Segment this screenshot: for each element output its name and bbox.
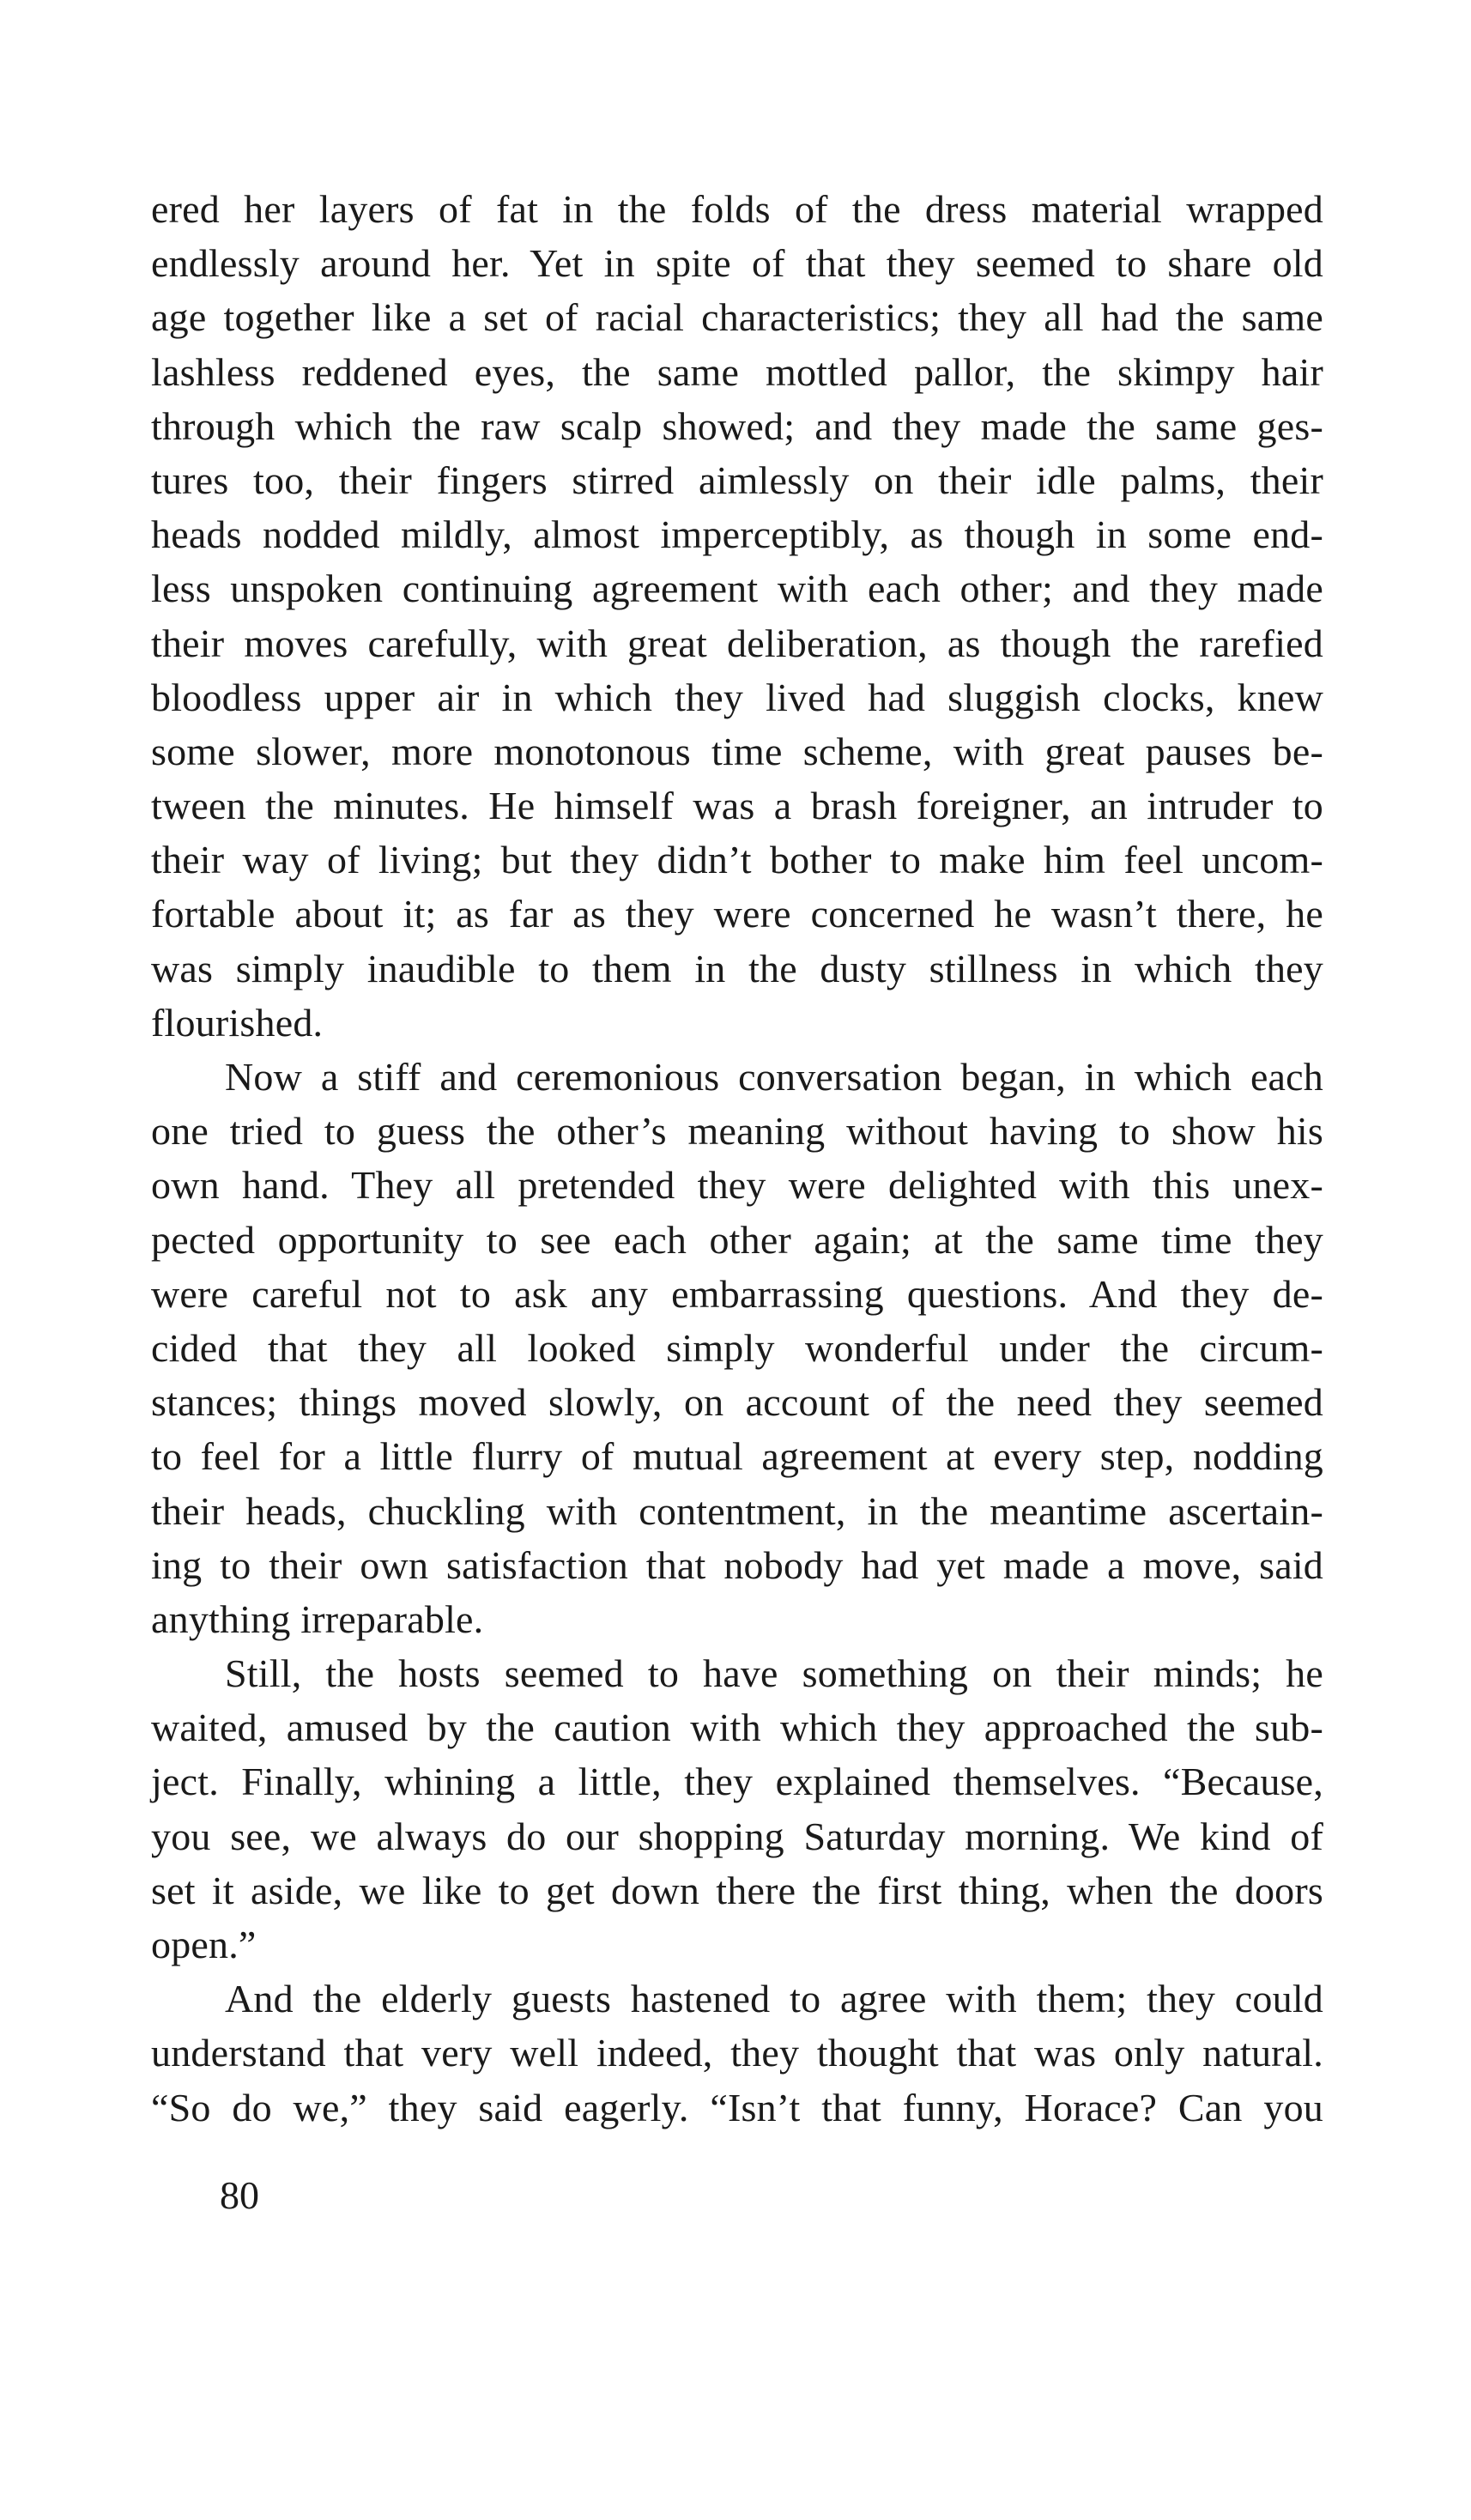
text-line: their way of living; but they didn’t bother to make him feel uncom- bbox=[151, 838, 1323, 882]
text-line: heads nodded mildly, almost imperceptibly, as though in some end- bbox=[151, 512, 1323, 557]
text-line: to feel for a little flurry of mutual agreement at every step, nodding bbox=[151, 1434, 1323, 1479]
text-line: age together like a set of racial characteristics; they all had the same bbox=[151, 295, 1323, 340]
text-line: anything irreparable. bbox=[151, 1596, 484, 1641]
text-line: their heads, chuckling with contentment, in the meantime ascertain- bbox=[151, 1488, 1323, 1533]
text-line: bloodless upper air in which they lived had sluggish clocks, knew bbox=[151, 675, 1323, 719]
paragraph-first-line: And the elderly guests hastened to agree with them; they could bbox=[225, 1977, 1323, 2021]
text-line: were careful not to ask any embarrassing questions. And they de- bbox=[151, 1271, 1323, 1316]
text-line: some slower, more monotonous time scheme, with great pauses be- bbox=[151, 729, 1323, 773]
text-line: one tried to guess the other’s meaning without having to show his bbox=[151, 1109, 1323, 1154]
text-line: ject. Finally, whining a little, they explained themselves. “Because, bbox=[151, 1760, 1323, 1804]
text-line: ered her layers of fat in the folds of the dress material wrapped bbox=[151, 187, 1323, 231]
text-line: flourished. bbox=[151, 1000, 324, 1045]
text-line: tween the minutes. He himself was a brash foreigner, an intruder to bbox=[151, 784, 1323, 828]
text-line: fortable about it; as far as they were concerned he wasn’t there, he bbox=[151, 892, 1323, 936]
text-line: understand that very well indeed, they thought that was only natural. bbox=[151, 2031, 1323, 2075]
text-line: waited, amused by the caution with which they approached the sub- bbox=[151, 1705, 1323, 1750]
text-line: pected opportunity to see each other again; at the same time they bbox=[151, 1217, 1323, 1262]
paragraph-first-line: Now a stiff and ceremonious conversation began, in which each bbox=[225, 1055, 1323, 1099]
text-line: through which the raw scalp showed; and they made the same ges- bbox=[151, 403, 1323, 448]
text-line: set it aside, we like to get down there the first thing, when the doors bbox=[151, 1868, 1323, 1912]
text-line: open.” bbox=[151, 1923, 257, 1966]
text-line: cided that they all looked simply wonderful under the circum- bbox=[151, 1325, 1323, 1370]
text-line: “So do we,” they said eagerly. “Isn’t that funny, Horace? Can you bbox=[151, 2085, 1323, 2129]
text-line: stances; things moved slowly, on account of the need they seemed bbox=[151, 1380, 1323, 1425]
body-text bbox=[151, 182, 1323, 2135]
text-line: less unspoken continuing agreement with each other; and they made bbox=[151, 566, 1323, 611]
paragraph-first-line: Still, the hosts seemed to have something on their minds; he bbox=[225, 1651, 1323, 1696]
text-line: lashless reddened eyes, the same mottled pallor, the skimpy hair bbox=[151, 349, 1323, 394]
text-line: you see, we always do our shopping Saturday morning. We kind of bbox=[151, 1814, 1323, 1858]
text-line: tures too, their fingers stirred aimlessly on their idle palms, their bbox=[151, 457, 1323, 502]
text-line: ing to their own satisfaction that nobody had yet made a move, said bbox=[151, 1542, 1323, 1587]
page-number: 80 bbox=[220, 2173, 259, 2217]
text-line: own hand. They all pretended they were delighted with this unex- bbox=[151, 1163, 1323, 1208]
text-line: was simply inaudible to them in the dusty stillness in which they bbox=[151, 946, 1323, 990]
text-line: their moves carefully, with great deliberation, as though the rarefied bbox=[151, 621, 1323, 665]
text-line: endlessly around her. Yet in spite of that they seemed to share old bbox=[151, 241, 1323, 286]
